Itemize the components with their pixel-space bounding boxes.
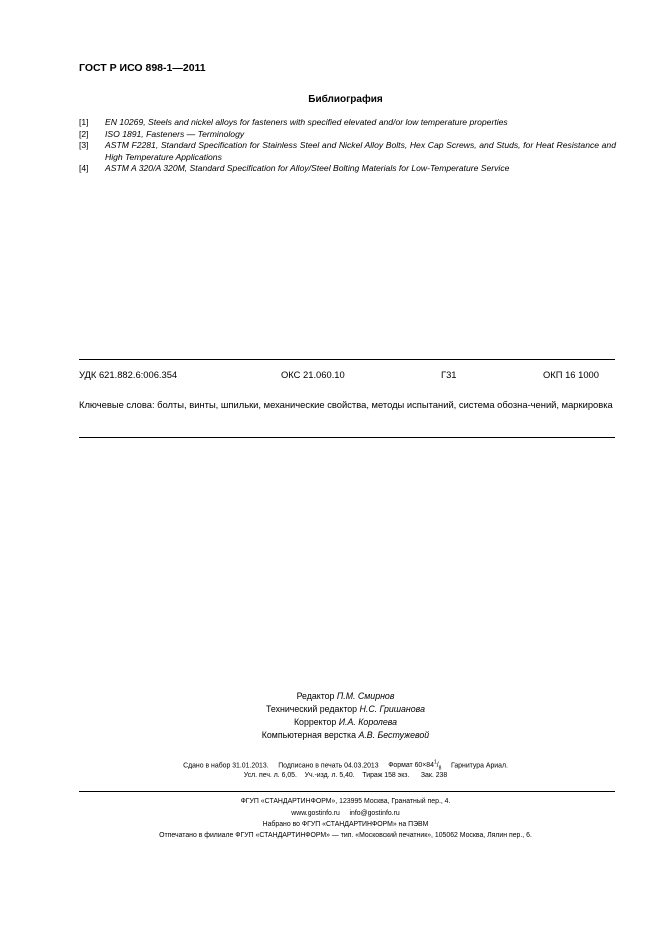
font-name: Гарнитура Ариал. — [451, 762, 508, 770]
group-code: Г31 — [441, 369, 457, 380]
bibliography-item-text: EN 10269, Steels and nickel alloys for fasteners with specified elevated and/or low temperature properties — [105, 117, 508, 127]
layout-label: Компьютерная верстка — [261, 730, 356, 740]
signed-date: Подписано в печать 04.03.2013 — [278, 762, 379, 770]
publisher-line-1: ФГУП «СТАНДАРТИНФОРМ», 123995 Москва, Гранатный пер., 4. — [240, 798, 451, 805]
layout-name: А.В. Бестужевой — [358, 730, 430, 740]
editor-line — [0, 691, 661, 701]
bottom-divider — [79, 437, 615, 438]
bibliography-item-text: ASTM A 320/A 320M, Standard Specification for Alloy/Steel Bolting Materials for Low-Temperature Service — [105, 163, 510, 174]
publisher-email: info@gostinfo.ru — [349, 810, 400, 817]
bibliography-item — [79, 163, 616, 175]
print-sheets: Усл. печ. л. 6,05. — [243, 772, 297, 779]
udk-code: УДК 621.882.6:006.354 — [79, 369, 178, 380]
oks-code: ОКС 21.060.10 — [281, 369, 345, 380]
bibliography-item-number: [3] — [79, 140, 89, 151]
tech-editor-line — [0, 704, 661, 714]
editor-label: Редактор — [296, 691, 335, 701]
pub-sheets: Уч.-изд. л. 5,40. — [304, 772, 355, 779]
submitted-date: Сдано в набор 31.01.2013. — [183, 762, 269, 770]
publisher-line-4: Отпечатано в филиале ФГУП «СТАНДАРТИНФОРМ» — тип. «Московский печатник», 105062 Москва, Лялин пер., 6. — [159, 832, 532, 839]
publisher-line-3: Набрано во ФГУП «СТАНДАРТИНФОРМ» на ПЭВМ — [262, 821, 429, 828]
print-info-line-2 — [0, 772, 661, 779]
bibliography-item — [79, 140, 616, 163]
corrector-line — [0, 717, 661, 727]
bibliography-item-text: ASTM F2281, Standard Specification for Stainless Steel and Nickel Alloy Bolts, Hex Cap Screws, and Studs, for Heat Resistance and High Temperature Applications — [105, 140, 616, 162]
corrector-name: И.А. Королева — [338, 717, 398, 727]
keywords: Ключевые слова: болты, винты, шпильки, механические свойства, методы испытаний, система обозна-чений, маркировка — [79, 399, 613, 410]
tech-editor-label: Технический редактор — [266, 704, 358, 714]
bibliography-item — [79, 117, 616, 129]
bibliography-title: Библиография — [308, 94, 383, 105]
bibliography-item-text: ISO 1891, Fasteners — Terminology — [105, 128, 245, 139]
layout-line — [0, 730, 661, 740]
publisher-website: www.gostinfo.ru — [291, 810, 340, 817]
tech-editor-name: Н.С. Гришанова — [359, 704, 425, 714]
publisher-divider — [79, 791, 615, 792]
publisher-line-2 — [0, 810, 661, 817]
bibliography-item-number: [1] — [79, 117, 89, 127]
bibliography-item-number: [2] — [79, 128, 89, 139]
top-divider — [79, 359, 615, 360]
bibliography-list — [79, 117, 616, 175]
bibliography-item — [79, 129, 616, 141]
editor-name: П.М. Смирнов — [336, 691, 395, 701]
bibliography-item-number: [4] — [79, 163, 89, 174]
okp-code: ОКП 16 1000 — [543, 369, 599, 380]
copies: Тираж 158 экз. — [362, 772, 410, 779]
print-info-line-1 — [0, 760, 661, 772]
document-header: ГОСТ Р ИСО 898-1—2011 — [79, 62, 206, 74]
order-number: Зак. 238 — [420, 772, 448, 779]
paper-format: Формат $60\times 84^1/_8$ — [388, 760, 442, 772]
corrector-label: Корректор — [293, 717, 337, 727]
